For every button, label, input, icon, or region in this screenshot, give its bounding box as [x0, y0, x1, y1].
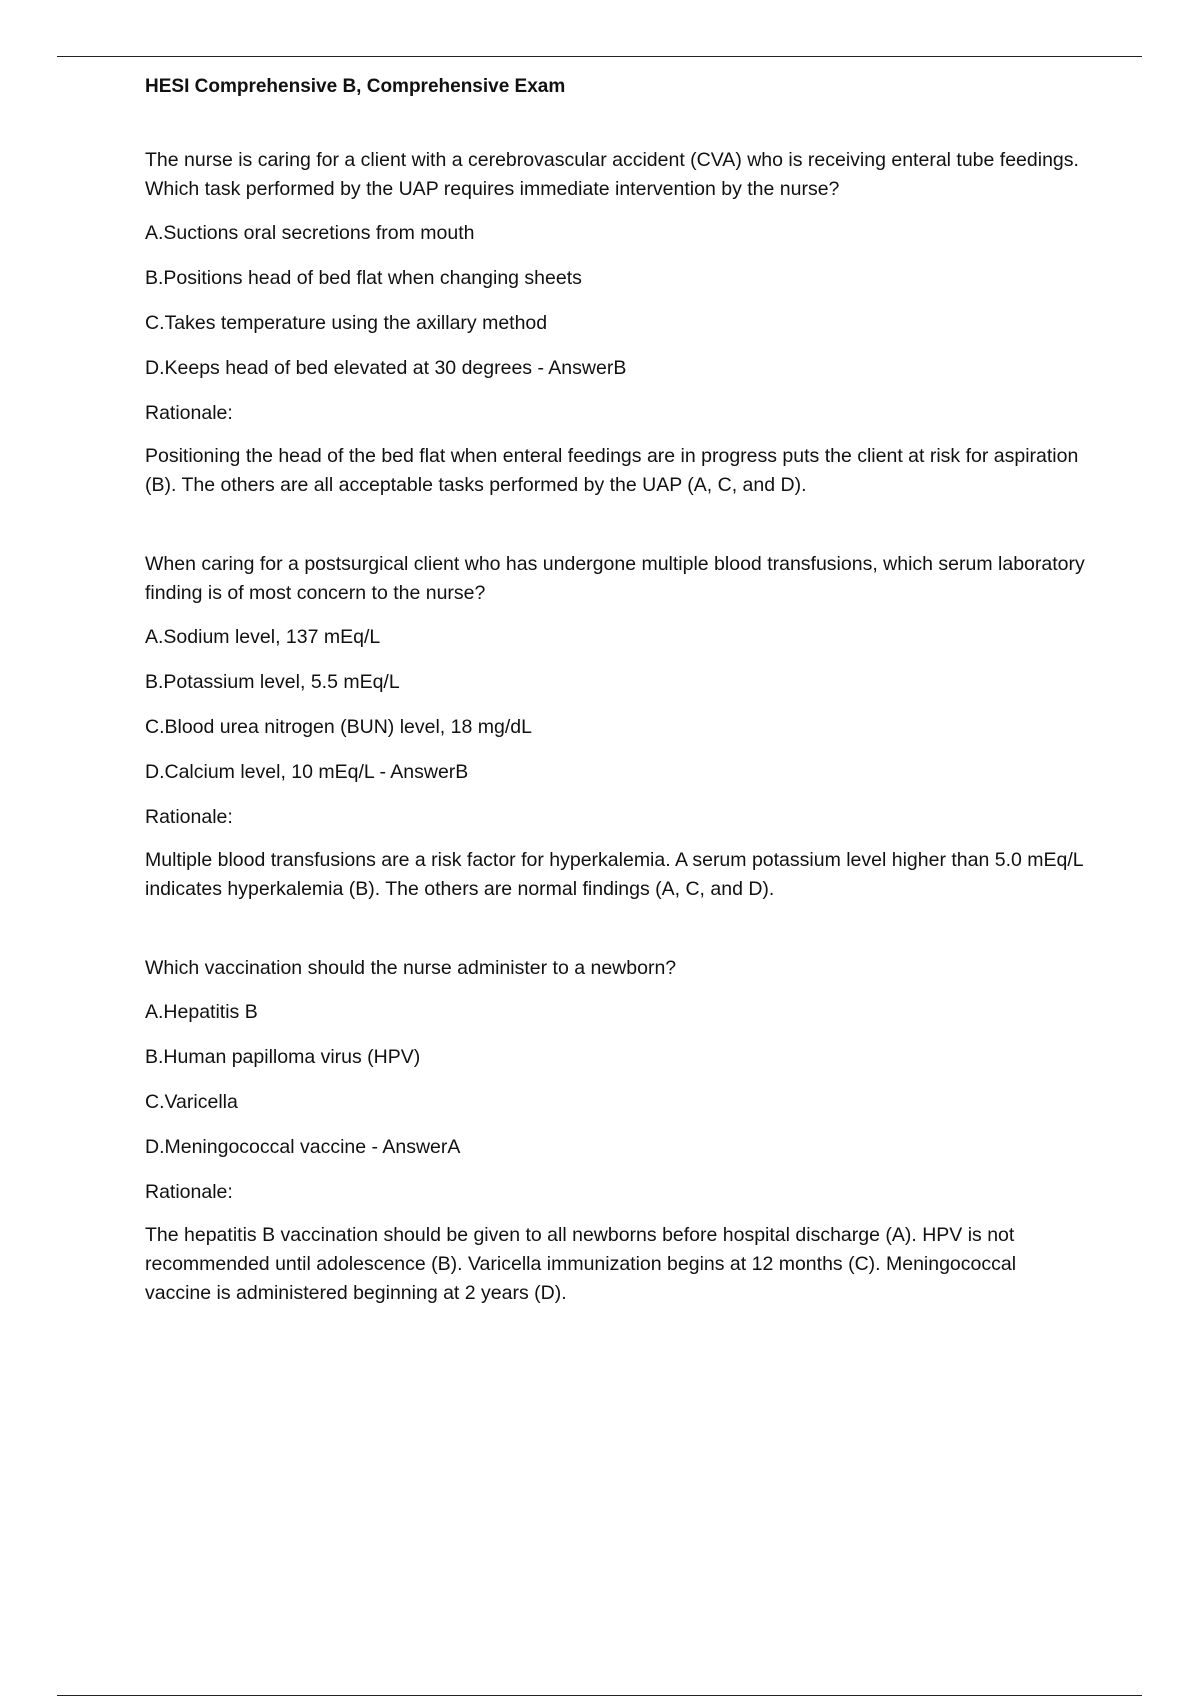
rationale-label: Rationale:: [145, 402, 233, 424]
question-stem: Which vaccination should the nurse administer to a newborn?: [145, 957, 677, 979]
rationale-label: Rationale:: [145, 806, 233, 828]
answer-option-b: B.Positions head of bed flat when changing sheets: [145, 267, 582, 289]
rationale-text: The hepatitis B vaccination should be given to all newborns before hospital discharge (A). HPV is not recommended until adolescence (B). Varicella immunization begins at 12 months (C). Meningococcal vaccine is administered beginning at 2 years (D).: [145, 1224, 1017, 1304]
question-block-2: [145, 550, 1085, 904]
answer-option-a: A.Hepatitis B: [145, 1001, 258, 1023]
answer-option-c: C.Blood urea nitrogen (BUN) level, 18 mg/dL: [145, 716, 532, 738]
page-header-rule: [57, 56, 1142, 57]
answer-option-c: C.Takes temperature using the axillary method: [145, 312, 548, 334]
answer-option-b: B.Human papilloma virus (HPV): [145, 1046, 421, 1068]
question-stem: The nurse is caring for a client with a cerebrovascular accident (CVA) who is receiving enteral tube feedings. Which task performed by the UAP requires immediate intervention by the nurse?: [145, 149, 1079, 200]
rationale-label: Rationale:: [145, 1181, 233, 1203]
answer-option-a: A.Suctions oral secretions from mouth: [145, 222, 475, 244]
page-content: [145, 74, 1085, 1358]
answer-option-d: D.Meningococcal vaccine - AnswerA: [145, 1136, 461, 1158]
answer-option-a: A.Sodium level, 137 mEq/L: [145, 626, 381, 648]
answer-option-b: B.Potassium level, 5.5 mEq/L: [145, 671, 400, 693]
answer-option-d: D.Keeps head of bed elevated at 30 degrees - AnswerB: [145, 357, 627, 379]
answer-option-d: D.Calcium level, 10 mEq/L - AnswerB: [145, 761, 469, 783]
page-footer-rule: [57, 1695, 1142, 1696]
rationale-text: Multiple blood transfusions are a risk factor for hyperkalemia. A serum potassium level higher than 5.0 mEq/L indicates hyperkalemia (B). The others are normal findings (A, C, and D).: [145, 849, 1083, 900]
question-stem: When caring for a postsurgical client who has undergone multiple blood transfusions, which serum laboratory finding is of most concern to the nurse?: [145, 553, 1085, 604]
rationale-text: Positioning the head of the bed flat when enteral feedings are in progress puts the client at risk for aspiration (B). The others are all acceptable tasks performed by the UAP (A, C, and D).: [145, 445, 1079, 496]
question-block-3: [145, 954, 1085, 1308]
answer-option-c: C.Varicella: [145, 1091, 238, 1113]
question-block-1: [145, 146, 1085, 500]
document-title: HESI Comprehensive B, Comprehensive Exam: [145, 76, 566, 97]
